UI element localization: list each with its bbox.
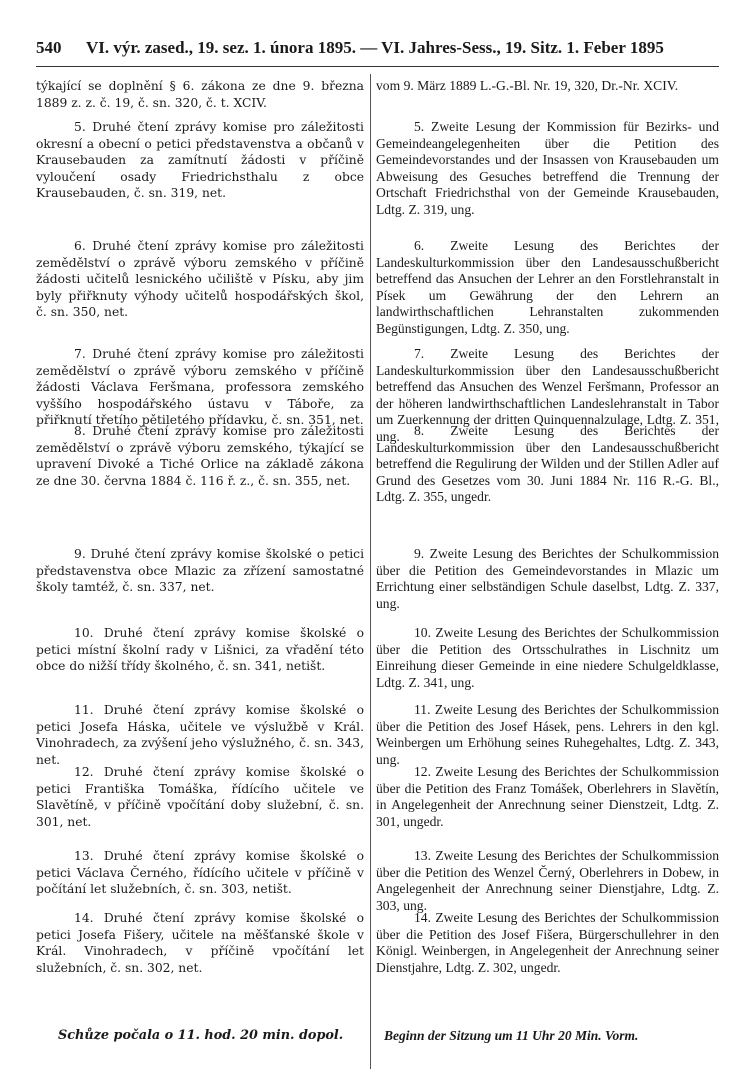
german-item-11: 11. Zweite Lesung des Berichtes der Schulkommission über die Petition des Josef Hásek, pens. Lehrers in den kgl. Weinbergen um Erhöhung seines Ruhegehaltes, Ldtg. Z. 343, ung. (376, 702, 719, 767)
czech-item-9: 9. Druhé čtení zprávy komise školské o petici představenstva obce Mlazic za zřízení samostatné školy tamtéž, č. sn. 337, net. (36, 547, 364, 595)
czech-column (36, 78, 364, 1078)
czech-item-6: 6. Druhé čtení zprávy komise pro záležitosti zemědělství o zprávě výboru zemského v příčině žádosti učitelů lesnického učiliště v Písku, aby jim byly přiřknuty výhody učitelů hospodářských škol, č. sn. 350, net. (36, 239, 364, 320)
czech-paragraph-cont: týkající se doplnění § 6. zákona ze dne 9. března 1889 z. z. č. 19, č. sn. 320, č. t. XCIV. (36, 79, 364, 110)
czech-item-5: 5. Druhé čtení zprávy komise pro záležitosti okresní a obecní o petici představenstva a občanů v Krausebauden za zamítnutí žádosti v příčině vyloučení osady Friedrichsthalu z obce Krausebauden, č. sn. 319, net. (36, 120, 364, 201)
german-item-8: 8. Zweite Lesung des Berichtes der Landeskulturkommission über den Landesausschußbericht betreffend die Regulirung der Wilden und der Stillen Adler auf Grund des Gesetzes vom 30. Juni 1884 Nr. 116 R.-G. Bl., Ldtg. Z. 355, ungedr. (376, 423, 719, 505)
czech-item-13: 13. Druhé čtení zprávy komise školské o petici Václava Černého, řídícího učitele v příčině v počítání let služebních, č. sn. 303, netišt. (36, 849, 364, 897)
czech-item-11: 11. Druhé čtení zprávy komise školské o petici Josefa Háska, učitele ve výslužbě v Král. Vinohradech, za zvýšení jeho výslužného, č. sn. 343, net. (36, 703, 364, 767)
header-rule (36, 66, 719, 67)
czech-item-14: 14. Druhé čtení zprávy komise školské o petici Josefa Fišery, učitele na měšťanské škole v Král. Vinohradech, v příčině vpočítání let služebních, č. sn. 302, net. (36, 911, 364, 975)
column-divider (370, 74, 371, 1069)
german-item-14: 14. Zweite Lesung des Berichtes der Schulkommission über die Petition des Josef Fišera, Bürgerschullehrer in den Königl. Weinbergen, in Angelegenheit der Anrechnung seiner Dienstjahre, Ldtg. Z. 302, ungedr. (376, 910, 719, 975)
czech-item-7: 7. Druhé čtení zprávy komise pro záležitosti zemědělství o zprávě výboru zemského v příčině žádosti Václava Feršmana, professora zemského vyššího hospodářského ústavu v Táboře, za přiřknutí třetího pětiletého přídavku, č. sn. 351, net. (36, 347, 364, 428)
czech-item-8: 8. Druhé čtení zprávy komise pro záležitosti zemědělství o zprávě výboru zemského, týkající se upravení Divoké a Tiché Orlice na základě zákona ze dne 30. června 1884 č. 116 ř. z., č. sn. 355, net. (36, 424, 364, 488)
german-item-7: 7. Zweite Lesung des Berichtes der Landeskulturkommission über den Landesausschußbericht betreffend das Ansuchen des Wenzel Feršmann, Professor an der höheren landwirthschaftlichen Landeslehranstalt in Tabor um Zuerkennung der dritten Quinquennalzulage, Ldtg. Z. 351, ung. (376, 346, 719, 444)
czech-item-12: 12. Druhé čtení zprávy komise školské o petici Františka Tomáška, řídícího učitele ve Slavětíně, v příčině vpočítání doby služební, č. sn. 301, net. (36, 765, 364, 829)
german-item-10: 10. Zweite Lesung des Berichtes der Schulkommission über die Petition des Ortsschulrathes in Lischnitz um Einreihung dieser Gemeinde in eine niedere Schulgeldklasse, Ldtg. Z. 341, ung. (376, 625, 719, 690)
czech-item-10: 10. Druhé čtení zprávy komise školské o petici místní školní rady v Lišnici, za vřadění této obce do nižší třídy školného, č. sn. 341, netišt. (36, 626, 364, 674)
page-number: 540 (36, 38, 62, 57)
session-start-german: Beginn der Sitzung um 11 Uhr 20 Min. Vorm. (384, 1028, 639, 1043)
session-start-czech: Schůze počala o 11. hod. 20 min. dopol. (58, 1028, 344, 1043)
german-item-13: 13. Zweite Lesung des Berichtes der Schulkommission über die Petition des Wenzel Černý, Oberlehrers in Dobew, in Angelegenheit der Anrechnung seiner Dienstjahre, Ldtg. Z. 303, ung. (376, 848, 719, 913)
german-item-12: 12. Zweite Lesung des Berichtes der Schulkommission über die Petition des Franz Tomášek, Oberlehrers in Slavětín, in Angelegenheit der Anrechnung seiner Dienstzeit, Ldtg. Z. 301, ungedr. (376, 764, 719, 829)
german-paragraph-cont: vom 9. März 1889 L.-G.-Bl. Nr. 19, 320, Dr.-Nr. XCIV. (376, 78, 679, 93)
german-item-5: 5. Zweite Lesung der Kommission für Bezirks- und Gemeindeangelegenheiten über die Petition des Gemeindevorstandes und der Insassen von Krausebauden um Abweisung des Gesuches betreffend die Trennung der Ortschaft Friedrichsthal von der Gemeinde Krausebauden, Ldtg. Z. 319, ung. (376, 119, 719, 217)
german-column (376, 78, 719, 1078)
german-item-6: 6. Zweite Lesung des Berichtes der Landeskulturkommission über den Landesausschußbericht betreffend das Ansuchen der Lehrer an den Forstlehranstalt in Písek um Gewährung der den Lehrern an landwirthschaftlichen Lehranstalten zukommenden Begünstigungen, Ldtg. Z. 350, ung. (376, 238, 719, 336)
running-header: VI. výr. zased., 19. sez. 1. února 1895. — VI. Jahres-Sess., 19. Sitz. 1. Feber 1895 (86, 38, 664, 57)
page-header (36, 38, 726, 60)
german-item-9: 9. Zweite Lesung des Berichtes der Schulkommission über die Petition des Gemeindevorstandes in Mlazic um Errichtung einer selbständigen Schule daselbst, Ldtg. Z. 337, ung. (376, 546, 719, 611)
